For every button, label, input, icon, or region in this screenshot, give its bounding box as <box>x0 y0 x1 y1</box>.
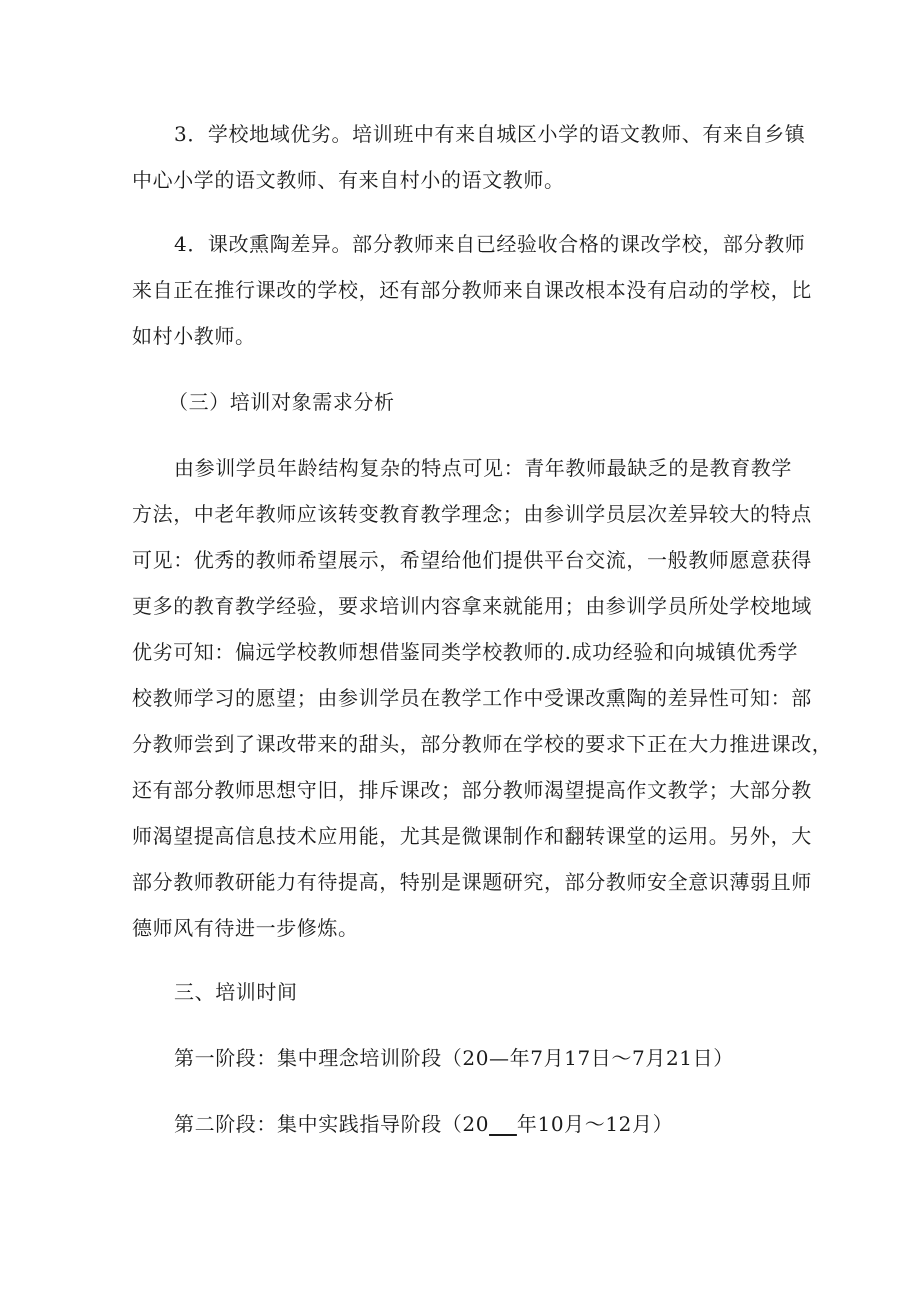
paragraph-line: 师渴望提高信息技术应用能，尤其是微课制作和翻转课堂的运用。另外，大 <box>132 824 812 848</box>
paragraph-line: 更多的教育教学经验，要求培训内容拿来就能用；由参训学员所处学校地域 <box>132 594 812 618</box>
paragraph-line: 3．学校地域优劣。培训班中有来自城区小学的语文教师、有来自乡镇 <box>174 122 806 146</box>
paragraph-line: 部分教师教研能力有待提高，特别是课题研究，部分教师安全意识薄弱且师 <box>132 870 812 894</box>
stage-2-suffix: 年10月～12月） <box>516 1112 674 1136</box>
paragraph-line: 如村小教师。 <box>132 324 256 348</box>
schedule-stage-2 <box>174 1112 673 1136</box>
paragraph-line: 方法，中老年教师应该转变教育教学理念；由参训学员层次差异较大的特点 <box>132 502 812 526</box>
stage-2-prefix: 第二阶段：集中实践指导阶段（20 <box>174 1112 490 1136</box>
paragraph-line: 来自正在推行课改的学校，还有部分教师来自课改根本没有启动的学校，比 <box>132 278 812 302</box>
paragraph-line: 由参训学员年龄结构复杂的特点可见：青年教师最缺乏的是教育教学 <box>174 456 792 480</box>
paragraph-line: 中心小学的语文教师、有来自村小的语文教师。 <box>132 168 565 192</box>
paragraph-line: 分教师尝到了课改带来的甜头，部分教师在学校的要求下正在大力推进课改， <box>132 732 833 756</box>
paragraph-line: 校教师学习的愿望；由参训学员在教学工作中受课改熏陶的差异性可知：部 <box>132 686 812 710</box>
paragraph-line: 可见：优秀的教师希望展示，希望给他们提供平台交流，一般教师愿意获得 <box>132 548 812 572</box>
paragraph-line: 4．课改熏陶差异。部分教师来自已经验收合格的课改学校，部分教师 <box>174 232 806 256</box>
schedule-stage-1: 第一阶段：集中理念培训阶段（20—年7月17日～7月21日） <box>174 1046 734 1070</box>
year-blank <box>489 1112 517 1136</box>
section-heading: 三、培训时间 <box>174 980 298 1004</box>
paragraph-line: 优劣可知：偏远学校教师想借鉴同类学校教师的.成功经验和向城镇优秀学 <box>132 640 799 664</box>
paragraph-line: 德师风有待进一步修炼。 <box>132 916 359 940</box>
section-heading: （三）培训对象需求分析 <box>168 390 395 414</box>
paragraph-line: 还有部分教师思想守旧，排斥课改；部分教师渴望提高作文教学；大部分教 <box>132 778 812 802</box>
